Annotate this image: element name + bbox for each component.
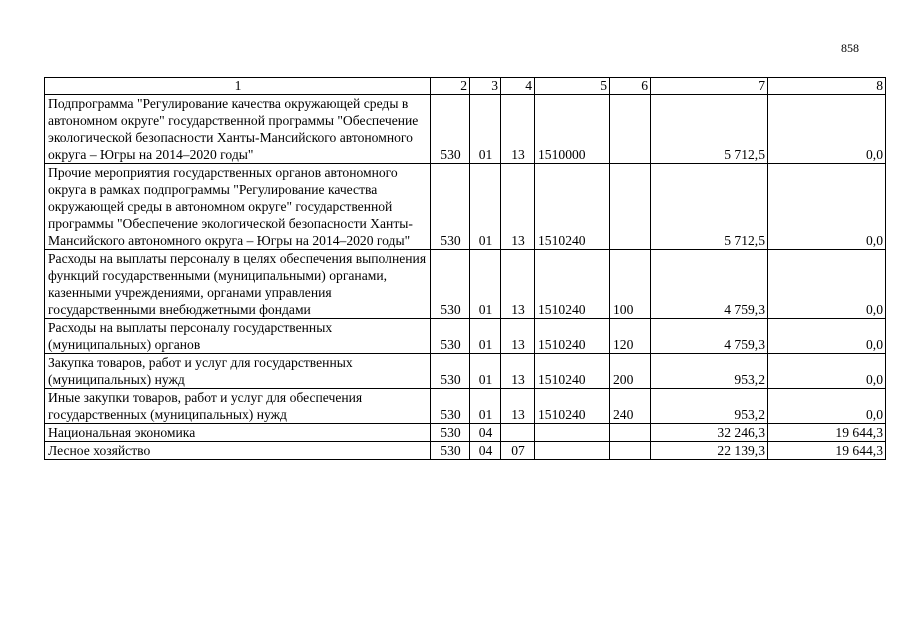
table-row (45, 442, 886, 460)
row-sum-subvention: 19 644,3 (768, 424, 886, 442)
row-subsection: 13 (501, 354, 535, 389)
row-expense-type (610, 442, 651, 460)
budget-table (44, 77, 886, 460)
row-name: Национальная экономика (45, 424, 431, 442)
row-target-article: 1510240 (535, 354, 610, 389)
row-expense-type (610, 424, 651, 442)
row-sum: 22 139,3 (651, 442, 768, 460)
row-name: Иные закупки товаров, работ и услуг для обеспечения государственных (муниципальных) нужд (45, 389, 431, 424)
row-sum: 5 712,5 (651, 164, 768, 250)
row-target-article: 1510240 (535, 389, 610, 424)
table-row (45, 319, 886, 354)
row-sum: 953,2 (651, 389, 768, 424)
row-name: Лесное хозяйство (45, 442, 431, 460)
row-admin-code: 530 (431, 319, 470, 354)
row-name: Прочие мероприятия государственных органов автономного округа в рамках подпрограммы "Регулирование качества окружающей среды в автономном округе" государственной программы "Обеспечение экологической безопасности Ханты-Мансийского автономного округа – Югры на 2014–2020 годы" (45, 164, 431, 250)
row-subsection (501, 424, 535, 442)
row-expense-type: 240 (610, 389, 651, 424)
row-name: Расходы на выплаты персоналу государственных (муниципальных) органов (45, 319, 431, 354)
table-row (45, 95, 886, 164)
row-target-article: 1510240 (535, 319, 610, 354)
row-sum-subvention: 0,0 (768, 95, 886, 164)
column-header: 4 (501, 78, 535, 95)
row-admin-code: 530 (431, 442, 470, 460)
row-sum: 32 246,3 (651, 424, 768, 442)
row-section: 01 (470, 354, 501, 389)
row-target-article: 1510240 (535, 164, 610, 250)
table-row (45, 389, 886, 424)
row-subsection: 13 (501, 389, 535, 424)
column-header: 2 (431, 78, 470, 95)
row-sum-subvention: 0,0 (768, 319, 886, 354)
row-target-article: 1510240 (535, 250, 610, 319)
row-sum-subvention: 0,0 (768, 389, 886, 424)
row-sum: 4 759,3 (651, 319, 768, 354)
row-expense-type: 120 (610, 319, 651, 354)
row-section: 01 (470, 389, 501, 424)
row-target-article: 1510000 (535, 95, 610, 164)
row-section: 04 (470, 424, 501, 442)
row-target-article (535, 442, 610, 460)
column-header: 7 (651, 78, 768, 95)
row-name: Расходы на выплаты персоналу в целях обеспечения выполнения функций государственными (муниципальными) органами, казенными учреждениями, органами управления государственными внебюджетными фондами (45, 250, 431, 319)
page-number: 858 (841, 41, 859, 55)
row-section: 01 (470, 250, 501, 319)
table-row (45, 250, 886, 319)
row-name: Подпрограмма "Регулирование качества окружающей среды в автономном округе" государственной программы "Обеспечение экологической безопасности Ханты-Мансийского автономного округа – Югры на 2014–2020 годы" (45, 95, 431, 164)
row-section: 01 (470, 164, 501, 250)
column-header: 5 (535, 78, 610, 95)
table-row (45, 354, 886, 389)
row-sum-subvention: 0,0 (768, 164, 886, 250)
row-section: 01 (470, 319, 501, 354)
table-row (45, 424, 886, 442)
row-admin-code: 530 (431, 389, 470, 424)
row-subsection: 13 (501, 164, 535, 250)
row-admin-code: 530 (431, 250, 470, 319)
column-header: 3 (470, 78, 501, 95)
row-sum: 953,2 (651, 354, 768, 389)
row-admin-code: 530 (431, 354, 470, 389)
row-subsection: 13 (501, 250, 535, 319)
row-section: 04 (470, 442, 501, 460)
column-header: 6 (610, 78, 651, 95)
row-expense-type (610, 164, 651, 250)
row-name: Закупка товаров, работ и услуг для государственных (муниципальных) нужд (45, 354, 431, 389)
column-header: 1 (45, 78, 431, 95)
row-target-article (535, 424, 610, 442)
row-sum-subvention: 0,0 (768, 354, 886, 389)
row-sum: 5 712,5 (651, 95, 768, 164)
row-expense-type: 200 (610, 354, 651, 389)
column-header: 8 (768, 78, 886, 95)
table-row (45, 164, 886, 250)
row-admin-code: 530 (431, 95, 470, 164)
row-sum: 4 759,3 (651, 250, 768, 319)
row-subsection: 13 (501, 95, 535, 164)
table-header-row (45, 78, 886, 95)
row-subsection: 07 (501, 442, 535, 460)
row-sum-subvention: 19 644,3 (768, 442, 886, 460)
row-expense-type: 100 (610, 250, 651, 319)
row-expense-type (610, 95, 651, 164)
row-subsection: 13 (501, 319, 535, 354)
row-section: 01 (470, 95, 501, 164)
row-admin-code: 530 (431, 424, 470, 442)
row-sum-subvention: 0,0 (768, 250, 886, 319)
row-admin-code: 530 (431, 164, 470, 250)
